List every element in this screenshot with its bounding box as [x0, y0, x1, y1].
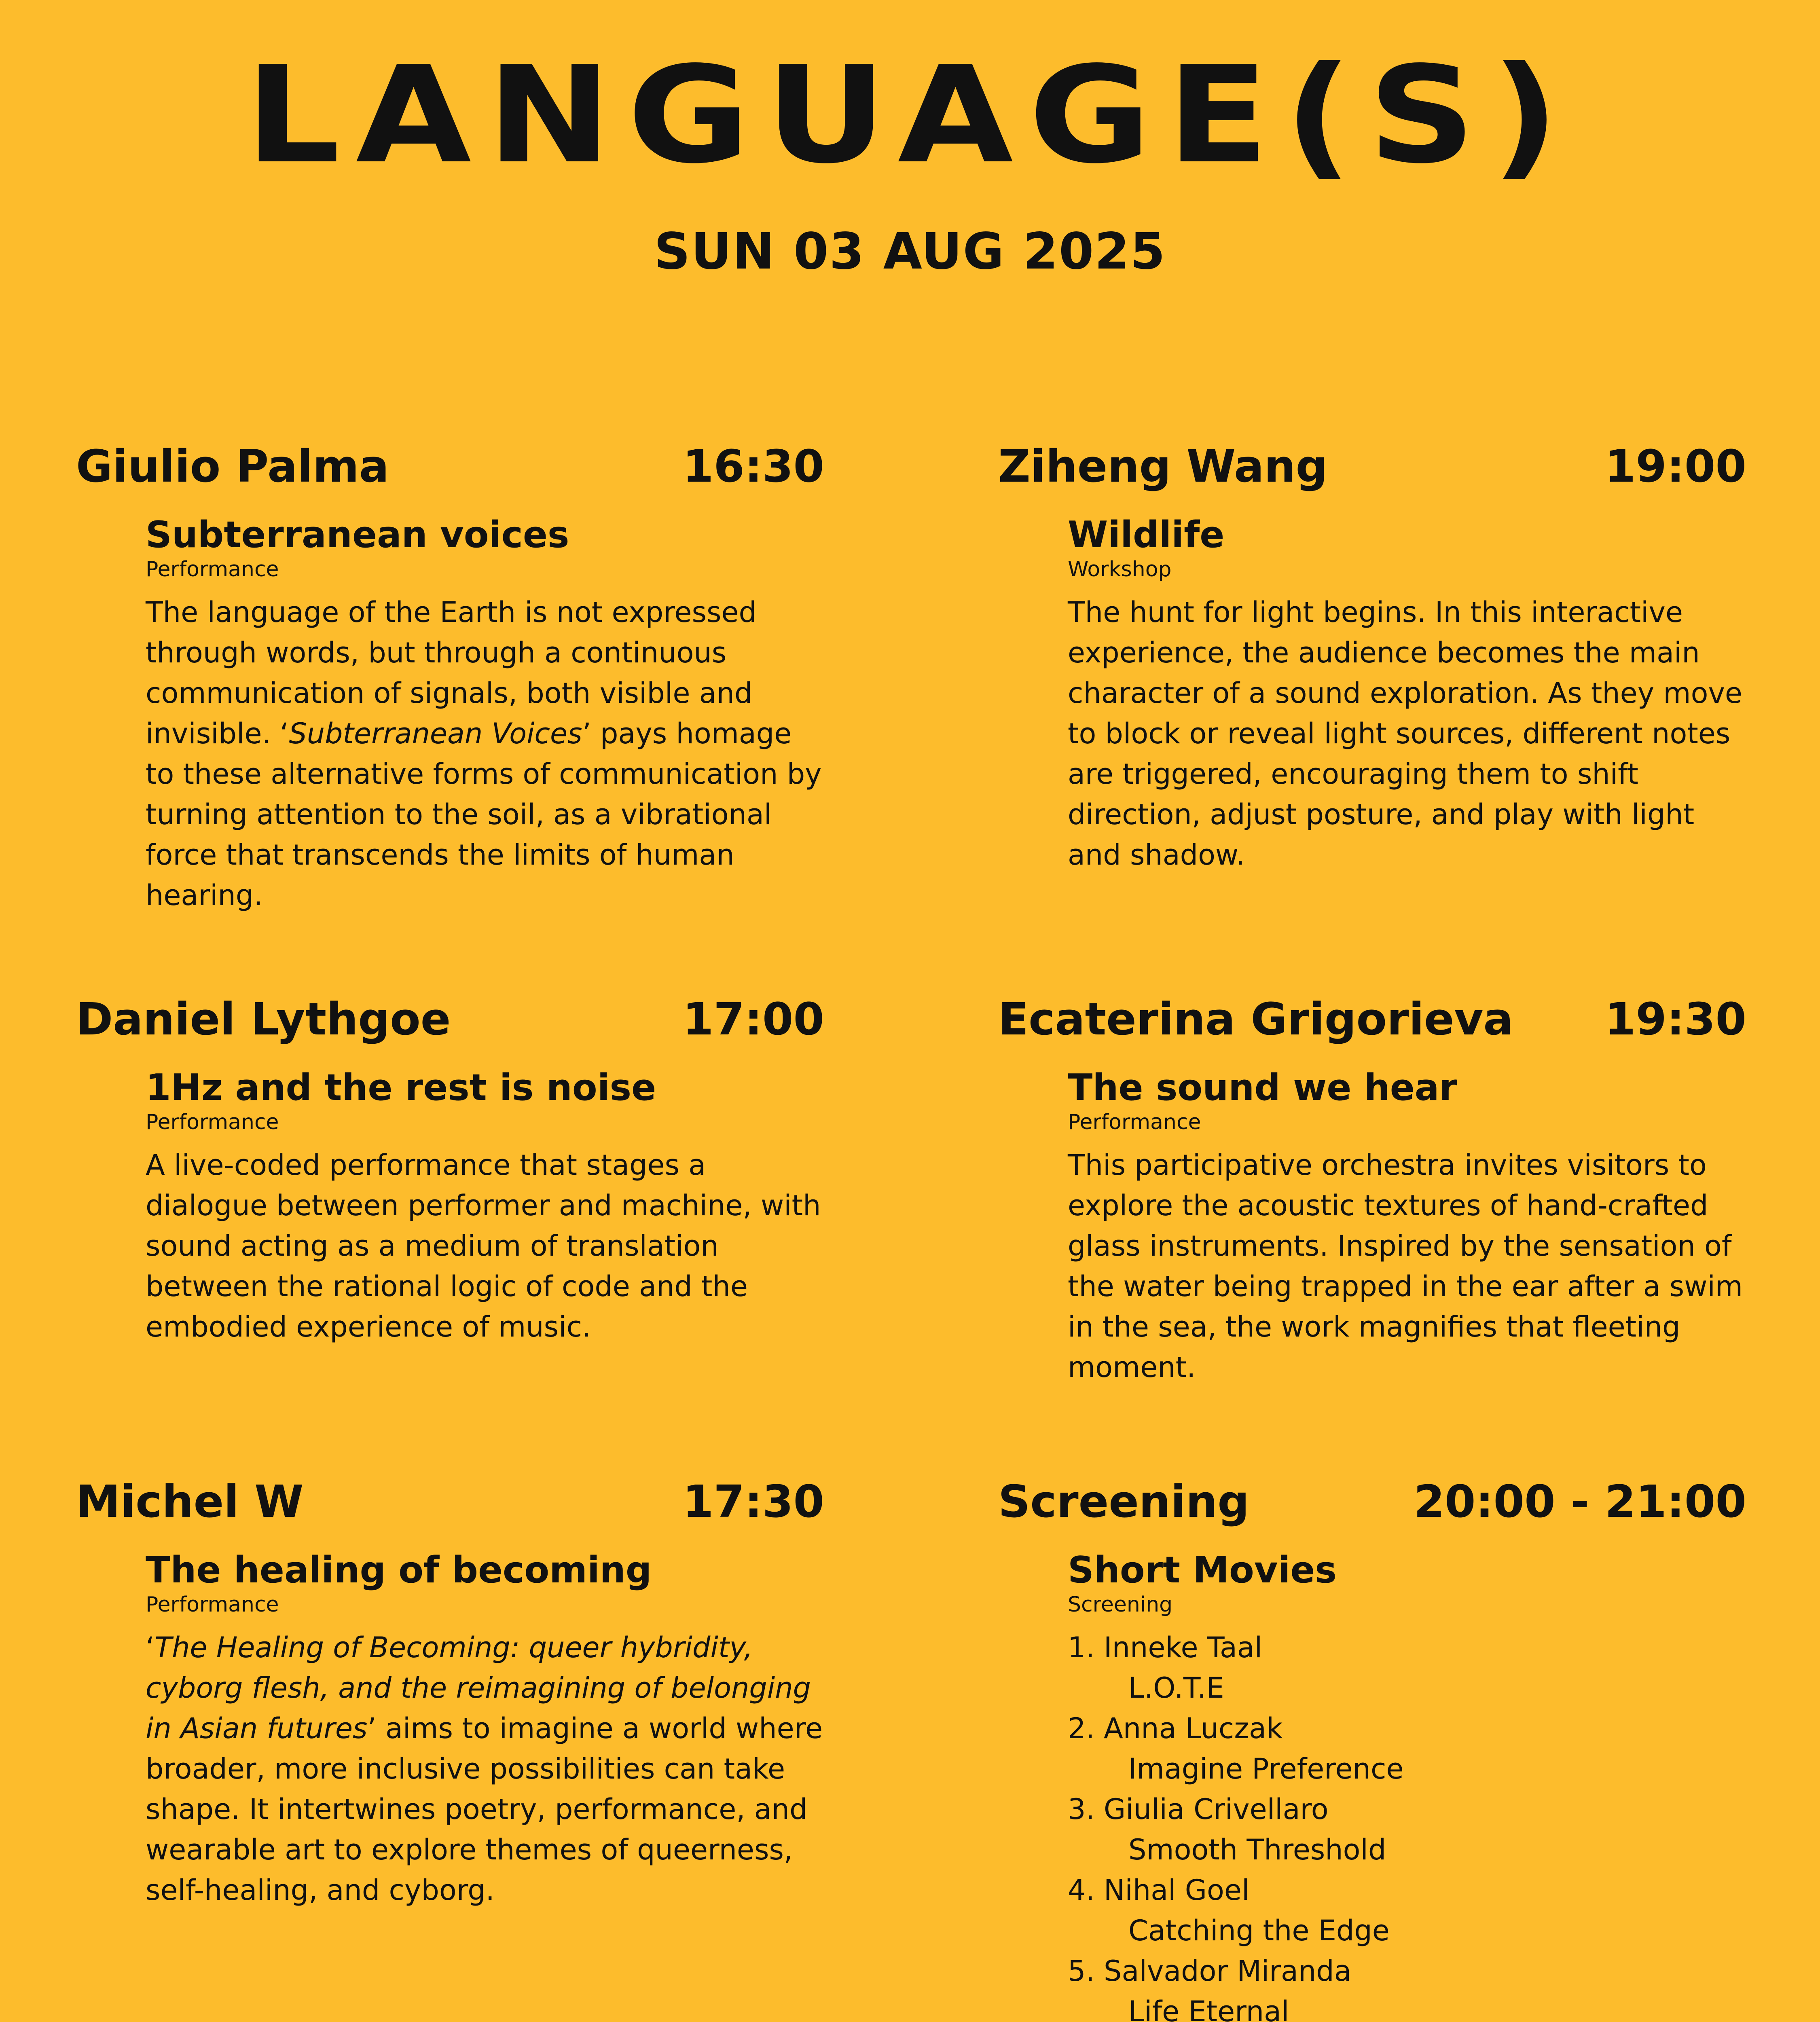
work-description: The hunt for light begins. In this interactive experience, the audience becomes the main character of a sound exploration. As they move to block or reveal light sources, different notes are triggered, encouraging them to shift direction, adjust posture, and play with light and shadow. [1068, 596, 1742, 871]
page-title: LANGUAGE(S) [245, 38, 1575, 193]
film-list [1068, 1627, 1746, 2022]
artist-name: Ziheng Wang [998, 440, 1328, 492]
work-title: Wildlife [1068, 514, 1225, 556]
artist-name: Screening [998, 1476, 1249, 1527]
work-type: Performance [1068, 1110, 1201, 1134]
artist-name: Michel W [76, 1476, 304, 1527]
film-item: 5. Salvador Miranda Life Eternal [1068, 1954, 1352, 2022]
event-screening [998, 1476, 1746, 2022]
event-time: 19:00 [1604, 440, 1746, 492]
event-michel-w [76, 1476, 824, 1910]
film-item: 3. Giulia Crivellaro Smooth Threshold [1068, 1793, 1386, 1866]
work-title: 1Hz and the rest is noise [146, 1066, 656, 1109]
title-block [0, 38, 1820, 193]
work-type: Performance [146, 1110, 279, 1134]
work-title: Subterranean voices [146, 514, 569, 556]
work-type: Workshop [1068, 557, 1172, 582]
work-title: The healing of becoming [146, 1549, 652, 1591]
event-time: 17:00 [682, 993, 824, 1045]
work-title: Short Movies [1068, 1549, 1337, 1591]
artist-name: Giulio Palma [76, 440, 389, 492]
work-description: This participative orchestra invites visitors to explore the acoustic textures of hand-crafted glass instruments. Inspired by the sensation of the water being trapped in the ear after a swim in the sea, the work magnifies that fleeting moment. [1068, 1148, 1743, 1384]
film-item: 2. Anna Luczak Imagine Preference [1068, 1712, 1404, 1785]
event-time: 17:30 [682, 1476, 824, 1527]
event-giulio-palma [76, 440, 824, 916]
work-title: The sound we hear [1068, 1066, 1457, 1109]
film-item: 4. Nihal Goel Catching the Edge [1068, 1874, 1390, 1947]
artist-name: Daniel Lythgoe [76, 993, 451, 1045]
event-ecaterina-grigorieva [998, 993, 1746, 1387]
film-item: 1. Inneke Taal L.O.T.E [1068, 1631, 1263, 1705]
event-time: 20:00 - 21:00 [1414, 1476, 1746, 1527]
work-description: A live-coded performance that stages a dialogue between performer and machine, with sound acting as a medium of translation between the rational logic of code and the embodied experience of music. [146, 1148, 821, 1343]
work-description: ‘The Healing of Becoming: queer hybridity, cyborg flesh, and the reimagining of belonging in Asian futures’ aims to imagine a world where broader, more inclusive possibilities can take shape. It intertwines poetry, performance, and wearable art to explore themes of queerness, self-healing, and cyborg. [146, 1631, 823, 1907]
work-type: Performance [146, 1593, 279, 1617]
event-time: 16:30 [682, 440, 824, 492]
event-time: 19:30 [1604, 993, 1746, 1045]
event-daniel-lythgoe [76, 993, 824, 1347]
artist-name: Ecaterina Grigorieva [998, 993, 1513, 1045]
work-description: The language of the Earth is not expressed through words, but through a continuous communication of signals, both visible and invisible. ‘Subterranean Voices’ pays homage to these alternative forms of communication by turning attention to the soil, as a vibrational force that transcends the limits of human hearing. [146, 596, 822, 912]
event-ziheng-wang [998, 440, 1746, 875]
event-date: SUN 03 AUG 2025 [654, 222, 1166, 281]
work-type: Performance [146, 557, 279, 582]
work-type: Screening [1068, 1593, 1173, 1617]
